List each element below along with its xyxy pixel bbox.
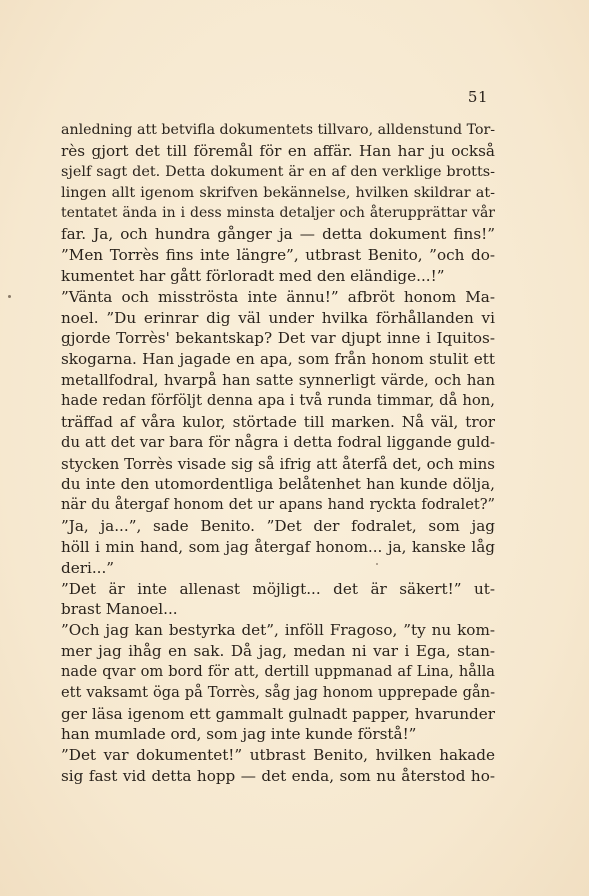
text-line: hade redan förföljt denna apa i två runda timmar, då hon, (61, 391, 495, 409)
text-line: sjelf sagt det. Detta dokument är en af den verklige brotts- (61, 163, 495, 180)
text-line: brast Manoel... (61, 600, 178, 619)
text-line: nade qvar om bord för att, dertill uppmanad af Lina, hålla (61, 662, 495, 680)
text-line: mer jag ihåg en sak. Då jag, medan ni var i Ega, stan- (61, 642, 495, 661)
text-line: noel. ”Du erinrar dig väl under hvilka förhållanden vi (61, 308, 495, 327)
text-line: ger läsa igenom ett gammalt gulnadt papper, hvarunder (61, 704, 495, 723)
text-line: far. Ja, och hundra gånger ja — detta dokument fins!” (61, 225, 495, 244)
text-line: skogarna. Han jagade en apa, som från honom stulit ett (61, 350, 495, 369)
paper-speck (8, 295, 11, 298)
paper-speck (376, 563, 378, 565)
text-line: anledning att betvifla dokumentets tillvaro, alldenstund Tor- (61, 122, 496, 138)
text-line: ett vaksamt öga på Torrès, såg jag honom upprepade gån- (61, 683, 495, 701)
text-line: ”Och jag kan bestyrka det”, inföll Fragoso, ”ty nu kom- (61, 621, 495, 640)
text-line: när du återgaf honom det ur apans hand ryckta fodralet?” (61, 496, 495, 514)
text-line: ”Det är inte allenast möjligt... det är säkert!” ut- (61, 579, 495, 598)
text-line: deri...” (61, 558, 115, 577)
page-number: 51 (467, 88, 488, 106)
text-line: ”Vänta och misströsta inte ännu!” afbröt honom Ma- (61, 287, 495, 306)
text-line: du att det var bara för några i detta fodral liggande guld- (61, 433, 495, 451)
body-text (61, 120, 495, 787)
text-line: träffad af våra kulor, störtade till marken. Nå väl, tror (61, 412, 495, 431)
text-line: rès gjort det till föremål för en affär. Han har ju också (61, 141, 495, 160)
text-line: ”Ja, ja...”, sade Benito. ”Det der fodralet, som jag (61, 517, 495, 536)
text-line: han mumlade ord, som jag inte kunde förstå!” (61, 725, 417, 744)
text-line: kumentet har gått förloradt med den eländige...!” (61, 266, 445, 285)
text-line: metallfodral, hvarpå han satte synnerligt värde, och han (61, 371, 495, 390)
text-line: stycken Torrès visade sig så ifrig att återfå det, och mins (61, 454, 495, 473)
text-line: lingen allt igenom skrifven bekännelse, hvilken skildrar at- (61, 184, 495, 201)
text-line: tentatet ända in i dess minsta detaljer och återupprättar vår (61, 205, 495, 222)
text-line: ”Det var dokumentet!” utbrast Benito, hvilken hakade (61, 746, 495, 765)
text-line: ”Men Torrès fins inte längre”, utbrast Benito, ”och do- (61, 246, 495, 265)
text-line: sig fast vid detta hopp — det enda, som nu återstod ho- (61, 767, 495, 786)
text-line: höll i min hand, som jag återgaf honom... ja, kanske låg (61, 537, 495, 556)
text-line: du inte den utomordentliga belåtenhet han kunde dölja, (61, 475, 495, 494)
text-line: gjorde Torrès' bekantskap? Det var djupt inne i Iquitos- (61, 329, 495, 348)
